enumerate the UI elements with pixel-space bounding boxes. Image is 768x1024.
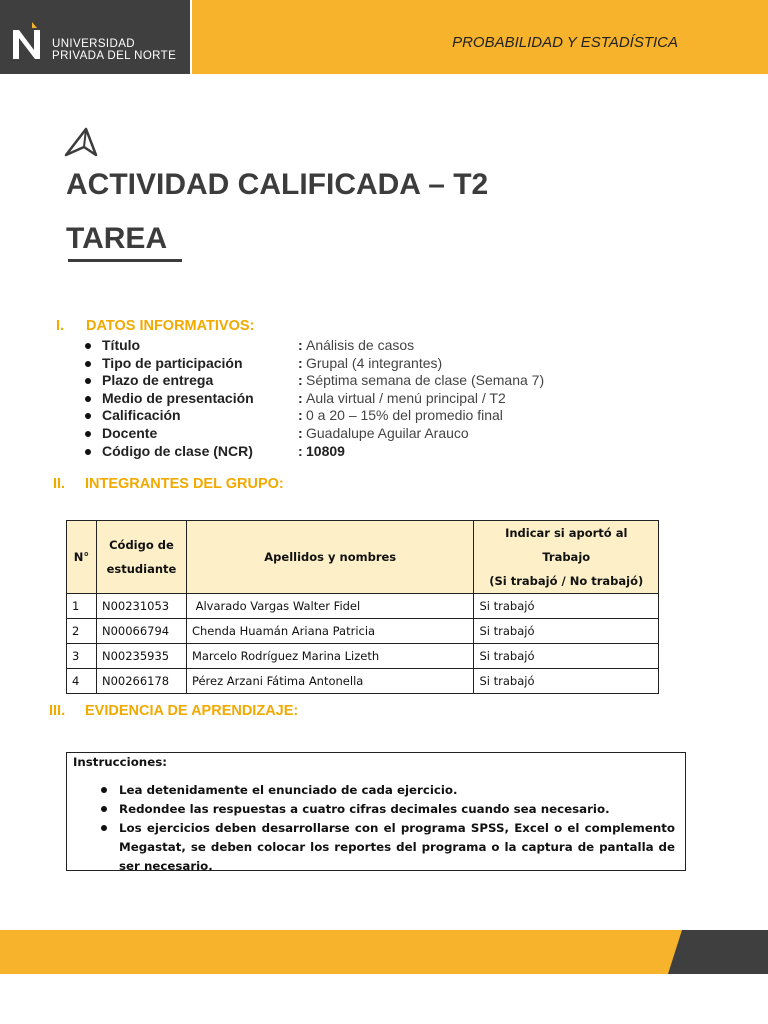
section-heading-evidencia: III. EVIDENCIA DE APRENDIZAJE:: [49, 703, 299, 719]
instruction-item: Los ejercicios deben desarrollarse con el programa SPSS, Excel o el complemento Megastat, se deben colocar los reportes del programa o la captura de pantalla de ser necesario.: [67, 819, 681, 876]
footer-accent: [668, 930, 768, 974]
bullet-icon: [101, 825, 107, 831]
instruction-item: Lea detenidamente el enunciado de cada ejercicio.: [67, 781, 681, 800]
info-item: Calificación : 0 a 20 – 15% del promedio final: [84, 407, 684, 425]
info-item: Código de clase (NCR) : 10809: [84, 443, 684, 461]
bullet-icon: [85, 396, 91, 402]
info-item: Título : Análisis de casos: [84, 337, 684, 355]
page-title: ACTIVIDAD CALIFICADA – T2: [66, 168, 489, 201]
navigation-arrow-icon: [64, 127, 98, 157]
instruction-item: Redondee las respuestas a cuatro cifras decimales cuando sea necesario.: [67, 800, 681, 819]
table-row: 1 N00231053 Alvarado Vargas Walter Fidel Si trabajó: [67, 594, 659, 619]
bullet-icon: [101, 787, 107, 793]
bullet-icon: [85, 431, 91, 437]
header-name: Apellidos y nombres: [186, 521, 474, 594]
info-item: Plazo de entrega : Séptima semana de clase (Semana 7): [84, 372, 684, 390]
subtitle-underline: [68, 259, 182, 262]
university-name: UNIVERSIDAD PRIVADA DEL NORTE: [52, 38, 177, 62]
header-contrib: Indicar si aportó al Trabajo (Si trabajó / No trabajó): [474, 521, 659, 594]
info-item: Docente : Guadalupe Aguilar Arauco: [84, 425, 684, 443]
section-heading-datos: I. DATOS INFORMATIVOS:: [56, 318, 255, 334]
bullet-icon: [85, 378, 91, 384]
university-logo: [0, 0, 190, 74]
members-table: [66, 520, 659, 694]
bullet-icon: [85, 413, 91, 419]
info-item: Tipo de participación : Grupal (4 integrantes): [84, 355, 684, 373]
section-heading-integrantes: II. INTEGRANTES DEL GRUPO:: [53, 476, 284, 492]
footer-band: [0, 930, 768, 974]
table-row: 2 N00066794 Chenda Huamán Ariana Patricia Si trabajó: [67, 619, 659, 644]
instructions-box: [66, 752, 686, 871]
bullet-icon: [85, 343, 91, 349]
table-row: 4 N00266178 Pérez Arzani Fátima Antonella Si trabajó: [67, 669, 659, 694]
info-item: Medio de presentación : Aula virtual / menú principal / T2: [84, 390, 684, 408]
bullet-icon: [85, 361, 91, 367]
course-title: PROBABILIDAD Y ESTADÍSTICA: [452, 34, 678, 51]
table-row: 3 N00235935 Marcelo Rodríguez Marina Lizeth Si trabajó: [67, 644, 659, 669]
instructions-title: Instrucciones:: [73, 755, 167, 769]
info-list: [84, 337, 684, 460]
header-num: N°: [67, 521, 97, 594]
header-code: Código de estudiante: [96, 521, 186, 594]
bullet-icon: [101, 806, 107, 812]
upn-n-logo-icon: [10, 22, 46, 60]
instructions-list: [67, 781, 681, 876]
header-band: [192, 0, 768, 74]
page-subtitle: TAREA: [66, 222, 168, 255]
table-header-row: [67, 521, 659, 594]
bullet-icon: [85, 449, 91, 455]
